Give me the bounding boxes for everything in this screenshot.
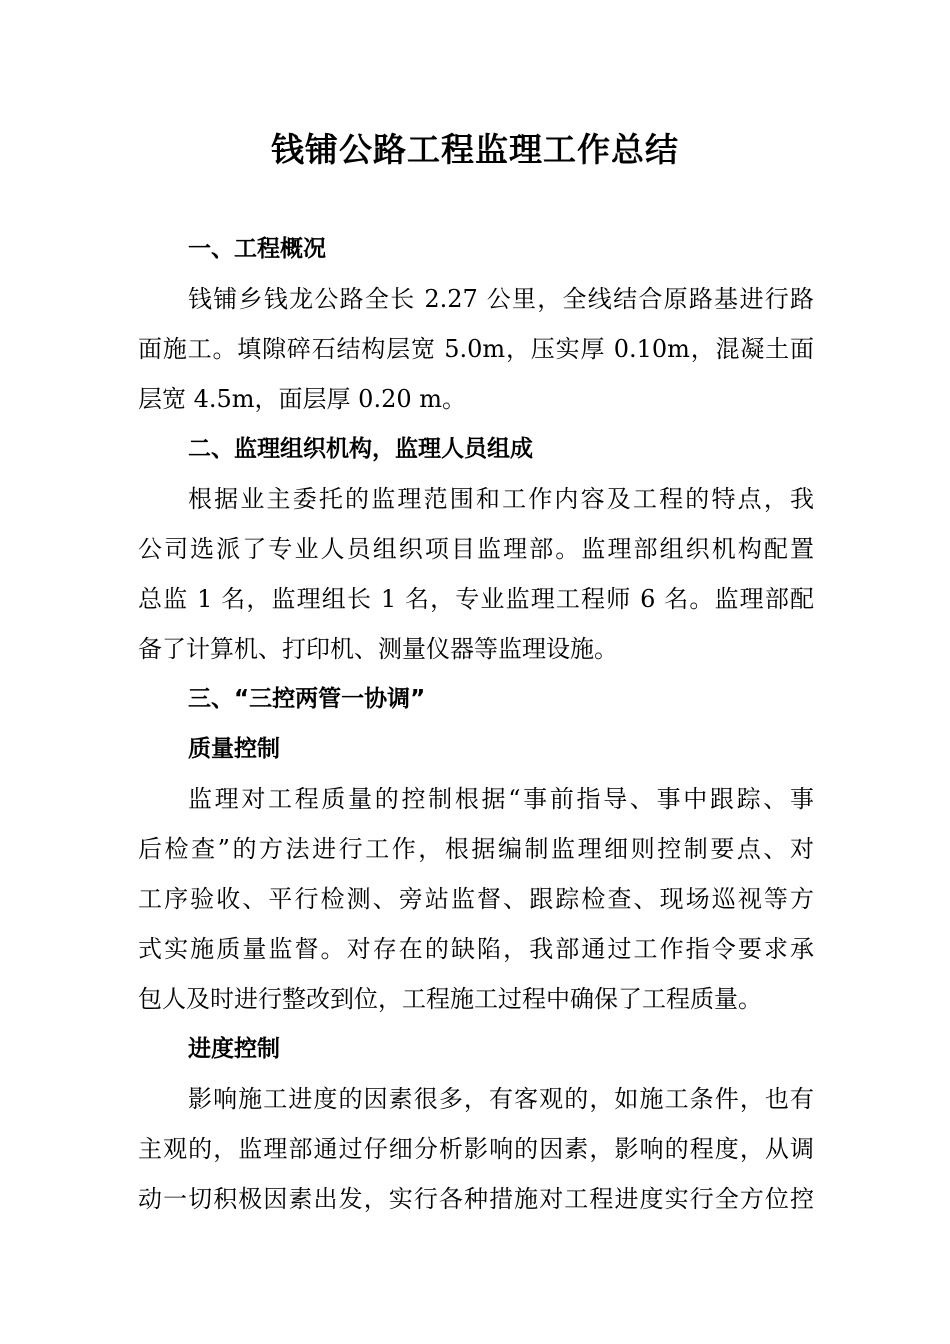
paragraph-schedule-control <box>138 1074 814 1224</box>
paragraph-line: 总监 1 名，监理组长 1 名，专业监理工程师 6 名。监理部配 <box>138 585 814 613</box>
paragraph-line: 根据业主委托的监理范围和工作内容及工程的特点，我 <box>188 485 814 513</box>
paragraph-overview <box>138 274 814 424</box>
subsection-heading-schedule-control: 进度控制 <box>188 1036 280 1062</box>
document-title: 钱铺公路工程监理工作总结 <box>271 130 679 169</box>
paragraph-line: 动一切积极因素出发，实行各种措施对工程进度实行全方位控 <box>138 1185 814 1213</box>
section-heading-overview: 一、工程概况 <box>188 236 326 262</box>
paragraph-line: 影响施工进度的因素很多，有客观的，如施工条件，也有 <box>188 1085 814 1113</box>
section-heading-organization: 二、监理组织机构，监理人员组成 <box>188 436 533 462</box>
subsection-heading-quality-control: 质量控制 <box>188 736 280 762</box>
paragraph-quality-control <box>138 774 814 1024</box>
paragraph-line: 包人及时进行整改到位，工程施工过程中确保了工程质量。 <box>138 985 762 1013</box>
paragraph-line: 式实施质量监督。对存在的缺陷，我部通过工作指令要求承 <box>138 935 814 963</box>
paragraph-line: 工序验收、平行检测、旁站监督、跟踪检查、现场巡视等方 <box>138 885 814 913</box>
paragraph-line: 公司选派了专业人员组织项目监理部。监理部组织机构配置 <box>138 535 814 563</box>
paragraph-line: 主观的，监理部通过仔细分析影响的因素，影响的程度，从调 <box>138 1135 814 1163</box>
paragraph-line: 层宽 4.5m，面层厚 0.20 m。 <box>138 385 467 413</box>
document-body <box>138 224 814 1224</box>
paragraph-line: 面施工。填隙碎石结构层宽 5.0m，压实厚 0.10m，混凝土面 <box>138 335 814 363</box>
section-heading-three-controls: 三、“三控两管一协调” <box>188 686 426 712</box>
paragraph-line: 监理对工程质量的控制根据“事前指导、事中跟踪、事 <box>188 785 814 813</box>
paragraph-organization <box>138 474 814 674</box>
paragraph-line: 备了计算机、打印机、测量仪器等监理设施。 <box>138 635 618 663</box>
paragraph-line: 钱铺乡钱龙公路全长 2.27 公里，全线结合原路基进行路 <box>188 285 814 313</box>
paragraph-line: 后检查”的方法进行工作，根据编制监理细则控制要点、对 <box>138 835 814 863</box>
